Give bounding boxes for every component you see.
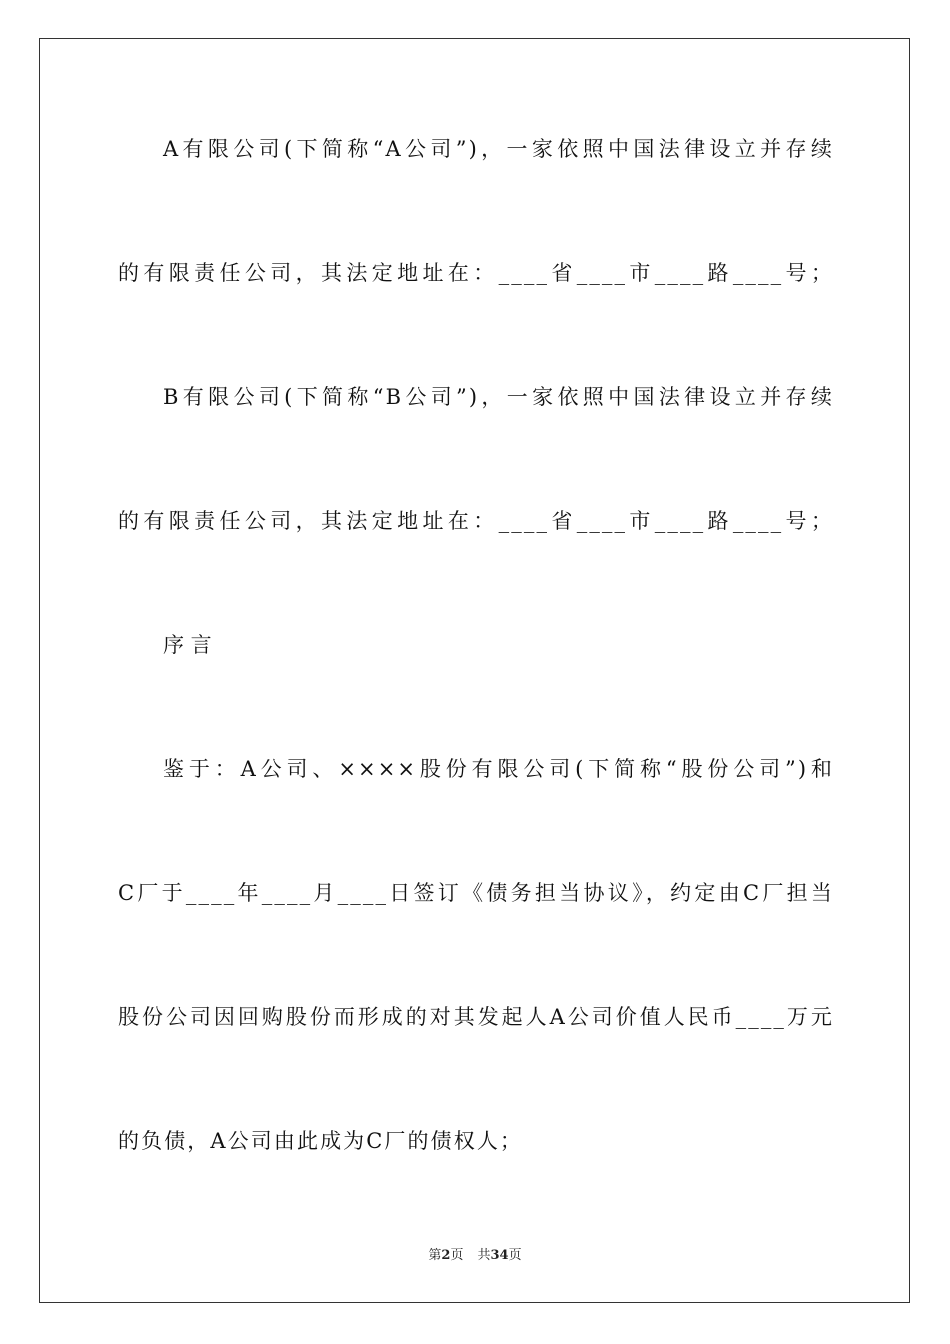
paragraph-line-3: B有限公司(下简称“B公司”)，一家依照中国法律设立并存续 (163, 385, 834, 409)
footer-page-suffix: 页 (450, 1248, 464, 1263)
paragraph-line-9: 的负债，A公司由此成为C厂的债权人； (118, 1129, 524, 1153)
paragraph-line-8: 股份公司因回购股份而形成的对其发起人A公司价值人民币____万元 (118, 1005, 834, 1029)
footer-page-prefix: 第 (428, 1248, 442, 1263)
footer-total-suffix: 页 (508, 1248, 522, 1263)
footer-page-number: 2 (441, 1248, 451, 1263)
footer-total-prefix: 共 (477, 1248, 491, 1263)
paragraph-line-7: C厂于____年____月____日签订《债务担当协议》，约定由C厂担当 (118, 881, 834, 905)
section-heading-preamble: 序 言 (163, 633, 212, 657)
paragraph-line-1: A有限公司(下简称“A公司”)，一家依照中国法律设立并存续 (163, 137, 834, 161)
page-footer (0, 1247, 950, 1265)
paragraph-line-2: 的有限责任公司，其法定地址在：____省____市____路____号； (118, 261, 834, 285)
footer-total-pages: 34 (490, 1248, 509, 1263)
paragraph-line-6: 鉴于：A公司、××××股份有限公司(下简称“股份公司”)和 (163, 757, 834, 781)
page-frame (39, 38, 910, 1303)
paragraph-line-4: 的有限责任公司，其法定地址在：____省____市____路____号； (118, 509, 834, 533)
